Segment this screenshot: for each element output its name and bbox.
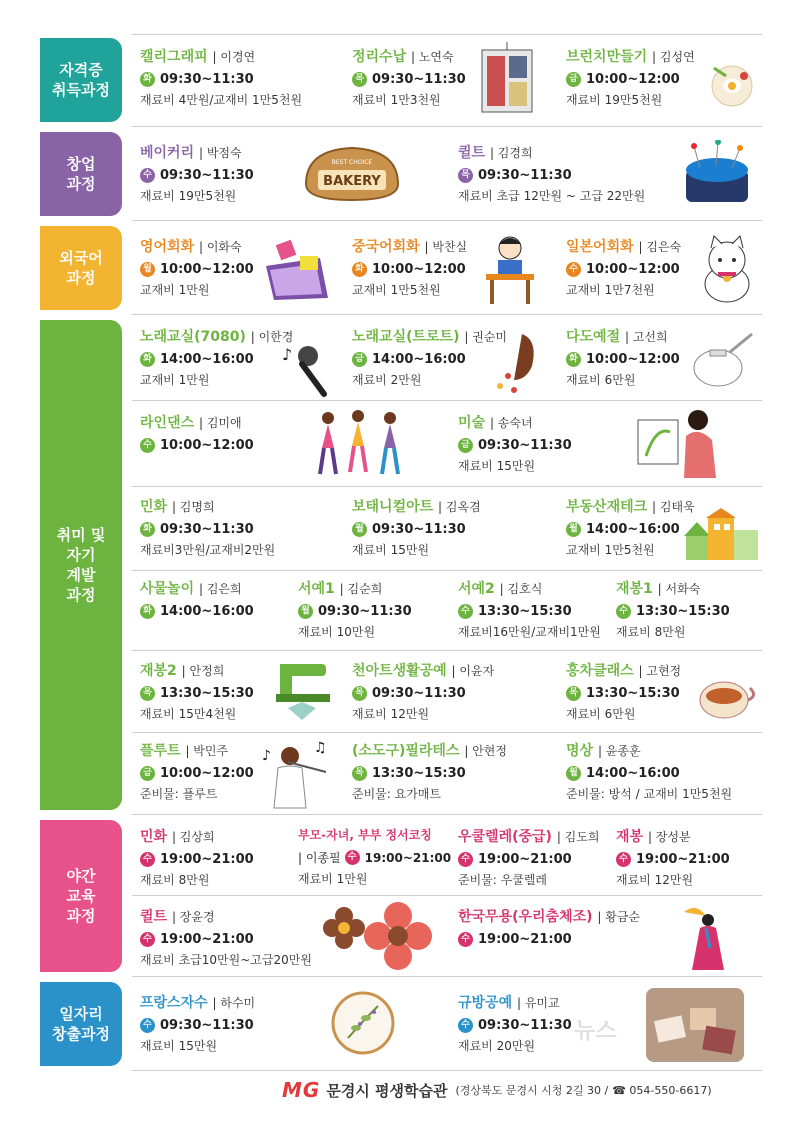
course-time: 10:00~12:00 [160, 438, 254, 453]
course-sewing-1 [616, 578, 730, 640]
day-badge: 월 [298, 604, 313, 619]
teacher-name: | 박점숙 [198, 146, 242, 160]
course-quilt-day [458, 142, 645, 204]
day-badge: 수 [616, 604, 631, 619]
section-hobby: 취미 및 자기 계발 과정 [40, 320, 122, 810]
teacher-name: | 김상희 [171, 830, 215, 844]
course-note: 준비물: 요가매트 [352, 787, 442, 801]
teacher-name: | 윤종훈 [597, 744, 641, 758]
course-title: 라인댄스 [140, 415, 195, 431]
course-note: 재료비 15만원 [140, 1039, 218, 1053]
course-calligraphy-1 [298, 578, 412, 640]
course-time: 09:30~11:30 [478, 168, 572, 183]
course-organizing [352, 46, 466, 108]
course-note: 재료비 1만원 [298, 872, 368, 886]
dancer-fan-illustration [680, 902, 732, 976]
footer-address: (경상북도 문경시 시청 2길 30 / [455, 1084, 609, 1097]
day-badge: 월 [352, 522, 367, 537]
course-title: 보태니컬아트 [352, 499, 434, 515]
course-note: 재료비 19만5천원 [566, 93, 663, 107]
course-meditation [566, 740, 732, 802]
black-tea-illustration [694, 664, 756, 728]
course-art [458, 412, 572, 474]
course-time: 10:00~12:00 [586, 72, 680, 87]
course-title: 천아트생활공예 [352, 663, 447, 679]
day-badge: 수 [140, 438, 155, 453]
embroidery-hoop-illustration [330, 990, 396, 1060]
course-time: 14:00~16:00 [160, 352, 254, 367]
course-note: 교재비 1만5천원 [566, 543, 655, 557]
course-time: 09:30~11:30 [478, 438, 572, 453]
course-title: 베이커리 [140, 145, 195, 161]
course-french-embroidery [140, 992, 255, 1054]
divider [132, 34, 762, 35]
section-cert: 자격증 취득과정 [40, 38, 122, 122]
teacher-name: | 서화숙 [657, 582, 701, 596]
course-note: 재료비 19만5천원 [140, 189, 237, 203]
course-title: 영어회화 [140, 239, 195, 255]
course-time: 19:00~21:00 [478, 852, 572, 867]
svg-text:♪: ♪ [262, 748, 271, 764]
divider [132, 732, 762, 733]
craft-photo-illustration [646, 988, 744, 1066]
course-note: 재료비 4만원/교재비 1만5천원 [140, 93, 303, 107]
footer-org: 문경시 평생학습관 [326, 1081, 448, 1100]
day-badge: 목 [352, 72, 367, 87]
footer [282, 1078, 712, 1102]
course-time: 13:30~15:30 [478, 604, 572, 619]
teacher-name: | 김경희 [489, 146, 533, 160]
course-time: 13:30~15:30 [586, 686, 680, 701]
teacher-name: | 권순미 [464, 330, 507, 344]
course-note: 재료비 15만원 [458, 459, 536, 473]
course-title: 정리수납 [352, 49, 407, 65]
lucky-cat-illustration [698, 234, 756, 308]
teacher-name: | 김성연 [652, 50, 695, 64]
course-note: 재료비 초급 12만원 ~ 고급 22만원 [458, 189, 646, 203]
day-badge: 수 [345, 850, 360, 865]
day-badge: 화 [352, 262, 367, 277]
teacher-name: | 박민주 [185, 744, 229, 758]
course-note: 준비물: 방석 / 교재비 1만5천원 [566, 787, 733, 801]
course-tea-class [566, 660, 681, 722]
divider [132, 314, 762, 315]
course-title: 한국무용(우리춤체조) [458, 909, 593, 925]
course-time: 10:00~12:00 [586, 352, 680, 367]
course-singing-trot [352, 326, 507, 388]
course-title: 재봉1 [616, 581, 653, 597]
course-time: 09:30~11:30 [372, 522, 466, 537]
course-note: 재료비 10만원 [298, 625, 376, 639]
footer-phone: ☎ 054-550-6617) [612, 1083, 712, 1097]
divider [132, 650, 762, 651]
painter-illustration [636, 406, 720, 484]
course-time: 09:30~11:30 [160, 72, 254, 87]
teacher-name: | 이윤자 [451, 664, 495, 678]
course-time: 14:00~16:00 [160, 604, 254, 619]
course-note: 재료비 초급10만원~고급20만원 [140, 953, 312, 967]
course-time: 13:30~15:30 [372, 766, 466, 781]
course-note: 준비물: 우쿨렐레 [458, 873, 548, 887]
course-time: 09:30~11:30 [160, 522, 254, 537]
teacher-name: | 이경연 [212, 50, 256, 64]
course-korean-dance [458, 906, 640, 951]
microphone-icon [278, 340, 336, 402]
course-time: 09:30~11:30 [160, 168, 254, 183]
course-note: 재료비 1만3천원 [352, 93, 441, 107]
course-note: 재료비 2만원 [352, 373, 422, 387]
flute-player-illustration [260, 738, 332, 814]
bakery-illustration [300, 140, 404, 210]
course-note: 준비물: 플루트 [140, 787, 218, 801]
course-note: 교재비 1만7천원 [566, 283, 655, 297]
course-note: 재료비 15만4천원 [140, 707, 237, 721]
teacher-name: | 황금순 [597, 910, 641, 924]
teacher-name: | 장성분 [647, 830, 691, 844]
teacher-name: | 유미교 [516, 996, 560, 1010]
day-badge: 화 [140, 522, 155, 537]
teapot-illustration [690, 328, 756, 398]
course-tea-ceremony [566, 326, 680, 388]
singer-illustration [492, 330, 544, 400]
course-note: 재료비 15만원 [352, 543, 430, 557]
course-time: 14:00~16:00 [372, 352, 466, 367]
course-time: 09:30~11:30 [318, 604, 412, 619]
day-badge: 금 [566, 72, 581, 87]
course-flute [140, 740, 254, 802]
course-title: 일본어회화 [566, 239, 634, 255]
course-minhwa-day [140, 496, 275, 558]
course-emotion-coaching [298, 826, 451, 887]
teacher-name: | 김은희 [198, 582, 242, 596]
course-gyubang-craft [458, 992, 572, 1054]
course-note: 재료비16만원/교재비1만원 [458, 625, 601, 639]
section-jobs: 일자리 창출과정 [40, 982, 122, 1066]
teacher-name: | 노연숙 [410, 50, 454, 64]
course-title: 부모-자녀, 부부 정서코칭 [298, 828, 432, 842]
course-time: 19:00~21:00 [364, 850, 452, 865]
course-title: 퀼트 [458, 145, 486, 161]
course-time: 10:00~12:00 [586, 262, 680, 277]
course-samulnori [140, 578, 254, 623]
course-line-dance [140, 412, 254, 457]
day-badge: 목 [352, 766, 367, 781]
course-brunch [566, 46, 695, 108]
course-fabric-craft [352, 660, 494, 722]
course-note: 재료비 6만원 [566, 707, 636, 721]
course-chinese [352, 236, 467, 298]
course-title: 규방공예 [458, 995, 513, 1011]
course-time: 09:30~11:30 [478, 1018, 572, 1033]
day-badge: 화 [140, 352, 155, 367]
course-pilates [352, 740, 507, 802]
student-desk-illustration [480, 232, 540, 312]
day-badge: 수 [616, 852, 631, 867]
svg-text:BEST CHOICE: BEST CHOICE [331, 159, 373, 166]
course-ukulele [458, 826, 599, 888]
course-note: 재료비 12만원 [616, 873, 694, 887]
day-badge: 화 [566, 352, 581, 367]
teacher-name: | 장윤경 [171, 910, 215, 924]
day-badge: 목 [566, 686, 581, 701]
course-japanese [566, 236, 681, 298]
day-badge: 목 [352, 686, 367, 701]
course-title: 부동산재테크 [566, 499, 648, 515]
course-title: 미술 [458, 415, 486, 431]
section-night: 야간 교육 과정 [40, 820, 122, 972]
day-badge: 목 [458, 168, 473, 183]
course-bakery [140, 142, 254, 204]
course-title: 명상 [566, 743, 594, 759]
divider [132, 895, 762, 896]
course-title: 민화 [140, 829, 168, 845]
course-note: 재료비 8만원 [140, 873, 210, 887]
course-note: 재료비 12만원 [352, 707, 430, 721]
course-time: 09:30~11:30 [372, 72, 466, 87]
divider [132, 1070, 762, 1071]
section-language: 외국어 과정 [40, 226, 122, 310]
teacher-name: | 이화숙 [198, 240, 242, 254]
teacher-name: | 하수미 [212, 996, 256, 1010]
divider [132, 220, 762, 221]
sewing-machine-illustration [274, 660, 332, 726]
day-badge: 금 [458, 438, 473, 453]
course-title: 노래교실(트로트) [352, 329, 460, 345]
course-time: 14:00~16:00 [586, 766, 680, 781]
teacher-name: | 안정희 [181, 664, 225, 678]
teacher-name: | 고현정 [638, 664, 682, 678]
course-time: 10:00~12:00 [160, 766, 254, 781]
day-badge: 수 [458, 852, 473, 867]
teacher-name: | 김도희 [556, 830, 600, 844]
teacher-name: | 김은숙 [638, 240, 682, 254]
course-time: 19:00~21:00 [160, 852, 254, 867]
course-english [140, 236, 254, 298]
divider [132, 976, 762, 977]
day-badge: 수 [140, 168, 155, 183]
teacher-name: | 이한경 [250, 330, 294, 344]
day-badge: 월 [140, 262, 155, 277]
course-sewing-night [616, 826, 730, 888]
course-title: 플루트 [140, 743, 181, 759]
watermark: 뉴스 [574, 1019, 617, 1044]
divider [132, 126, 762, 127]
dancers-illustration [312, 408, 408, 482]
day-badge: 수 [140, 852, 155, 867]
teacher-name: | 김태욱 [652, 500, 695, 514]
teacher-name: | 송숙녀 [489, 416, 533, 430]
course-title: (소도구)필라테스 [352, 743, 460, 759]
course-time: 10:00~12:00 [160, 262, 254, 277]
course-title: 민화 [140, 499, 168, 515]
course-time: 19:00~21:00 [478, 932, 572, 947]
course-minhwa-night [140, 826, 254, 888]
course-time: 13:30~15:30 [160, 686, 254, 701]
course-title: 재봉2 [140, 663, 177, 679]
course-calligraphy [140, 46, 302, 108]
course-title: 다도예절 [566, 329, 621, 345]
day-badge: 수 [566, 262, 581, 277]
course-title: 홍차클래스 [566, 663, 634, 679]
divider [132, 570, 762, 571]
course-note: 교재비 1만원 [140, 373, 210, 387]
brunch-plate-illustration [706, 58, 758, 114]
course-time: 19:00~21:00 [636, 852, 730, 867]
course-title: 브런치만들기 [566, 49, 648, 65]
day-badge: 화 [140, 604, 155, 619]
day-badge: 금 [140, 766, 155, 781]
teacher-name: | 박찬실 [424, 240, 468, 254]
quilt-flowers-illustration [320, 902, 432, 976]
svg-text:♪: ♪ [282, 345, 293, 364]
course-time: 09:30~11:30 [372, 686, 466, 701]
course-note: 교재비 1만원 [140, 283, 210, 297]
course-time: 13:30~15:30 [636, 604, 730, 619]
day-badge: 수 [140, 1018, 155, 1033]
divider [132, 814, 762, 815]
course-title: 서예1 [298, 581, 335, 597]
teacher-name: | 이종필 [298, 851, 341, 865]
divider [132, 486, 762, 487]
course-quilt-night [140, 906, 312, 968]
course-note: 재료비3만원/교재비2만원 [140, 543, 276, 557]
day-badge: 수 [458, 932, 473, 947]
section-startup: 창업 과정 [40, 132, 122, 216]
laptop-illustration [262, 238, 332, 306]
course-title: 노래교실(7080) [140, 329, 246, 345]
course-note: 재료비 8만원 [616, 625, 686, 639]
course-title: 프랑스자수 [140, 995, 208, 1011]
bakery-sign-text: BAKERY [323, 174, 381, 189]
course-singing-7080 [140, 326, 293, 388]
teacher-name: | 김명희 [171, 500, 215, 514]
course-sewing-2 [140, 660, 254, 722]
day-badge: 월 [566, 766, 581, 781]
teacher-name: | 김옥겸 [438, 500, 481, 514]
course-title: 우쿨렐레(중급) [458, 829, 552, 845]
course-note: 재료비 6만원 [566, 373, 636, 387]
course-calligraphy-2 [458, 578, 601, 640]
pincushion-illustration [680, 140, 754, 212]
course-botanical-art [352, 496, 481, 558]
houses-illustration [682, 508, 762, 566]
course-time: 19:00~21:00 [160, 932, 254, 947]
course-title: 서예2 [458, 581, 495, 597]
course-title: 재봉 [616, 829, 644, 845]
day-badge: 목 [140, 686, 155, 701]
course-title: 퀼트 [140, 909, 168, 925]
mg-logo: MG [282, 1078, 321, 1102]
closet-illustration [478, 42, 536, 120]
day-badge: 월 [566, 522, 581, 537]
day-badge: 수 [458, 1018, 473, 1033]
svg-text:♫: ♫ [314, 740, 327, 756]
teacher-name: | 고선희 [624, 330, 668, 344]
day-badge: 수 [458, 604, 473, 619]
course-real-estate [566, 496, 695, 558]
teacher-name: | 김순희 [339, 582, 383, 596]
course-title: 캘리그래피 [140, 49, 208, 65]
teacher-name: | 김미애 [198, 416, 242, 430]
course-time: 09:30~11:30 [160, 1018, 254, 1033]
course-title: 중국어회화 [352, 239, 420, 255]
course-title: 사물놀이 [140, 581, 195, 597]
teacher-name: | 김호식 [499, 582, 543, 596]
day-badge: 수 [140, 932, 155, 947]
course-time: 14:00~16:00 [586, 522, 680, 537]
course-note: 교재비 1만5천원 [352, 283, 441, 297]
divider [132, 400, 762, 401]
course-time: 10:00~12:00 [372, 262, 466, 277]
day-badge: 금 [352, 352, 367, 367]
course-note: 재료비 20만원 [458, 1039, 536, 1053]
day-badge: 화 [140, 72, 155, 87]
teacher-name: | 안현정 [464, 744, 507, 758]
